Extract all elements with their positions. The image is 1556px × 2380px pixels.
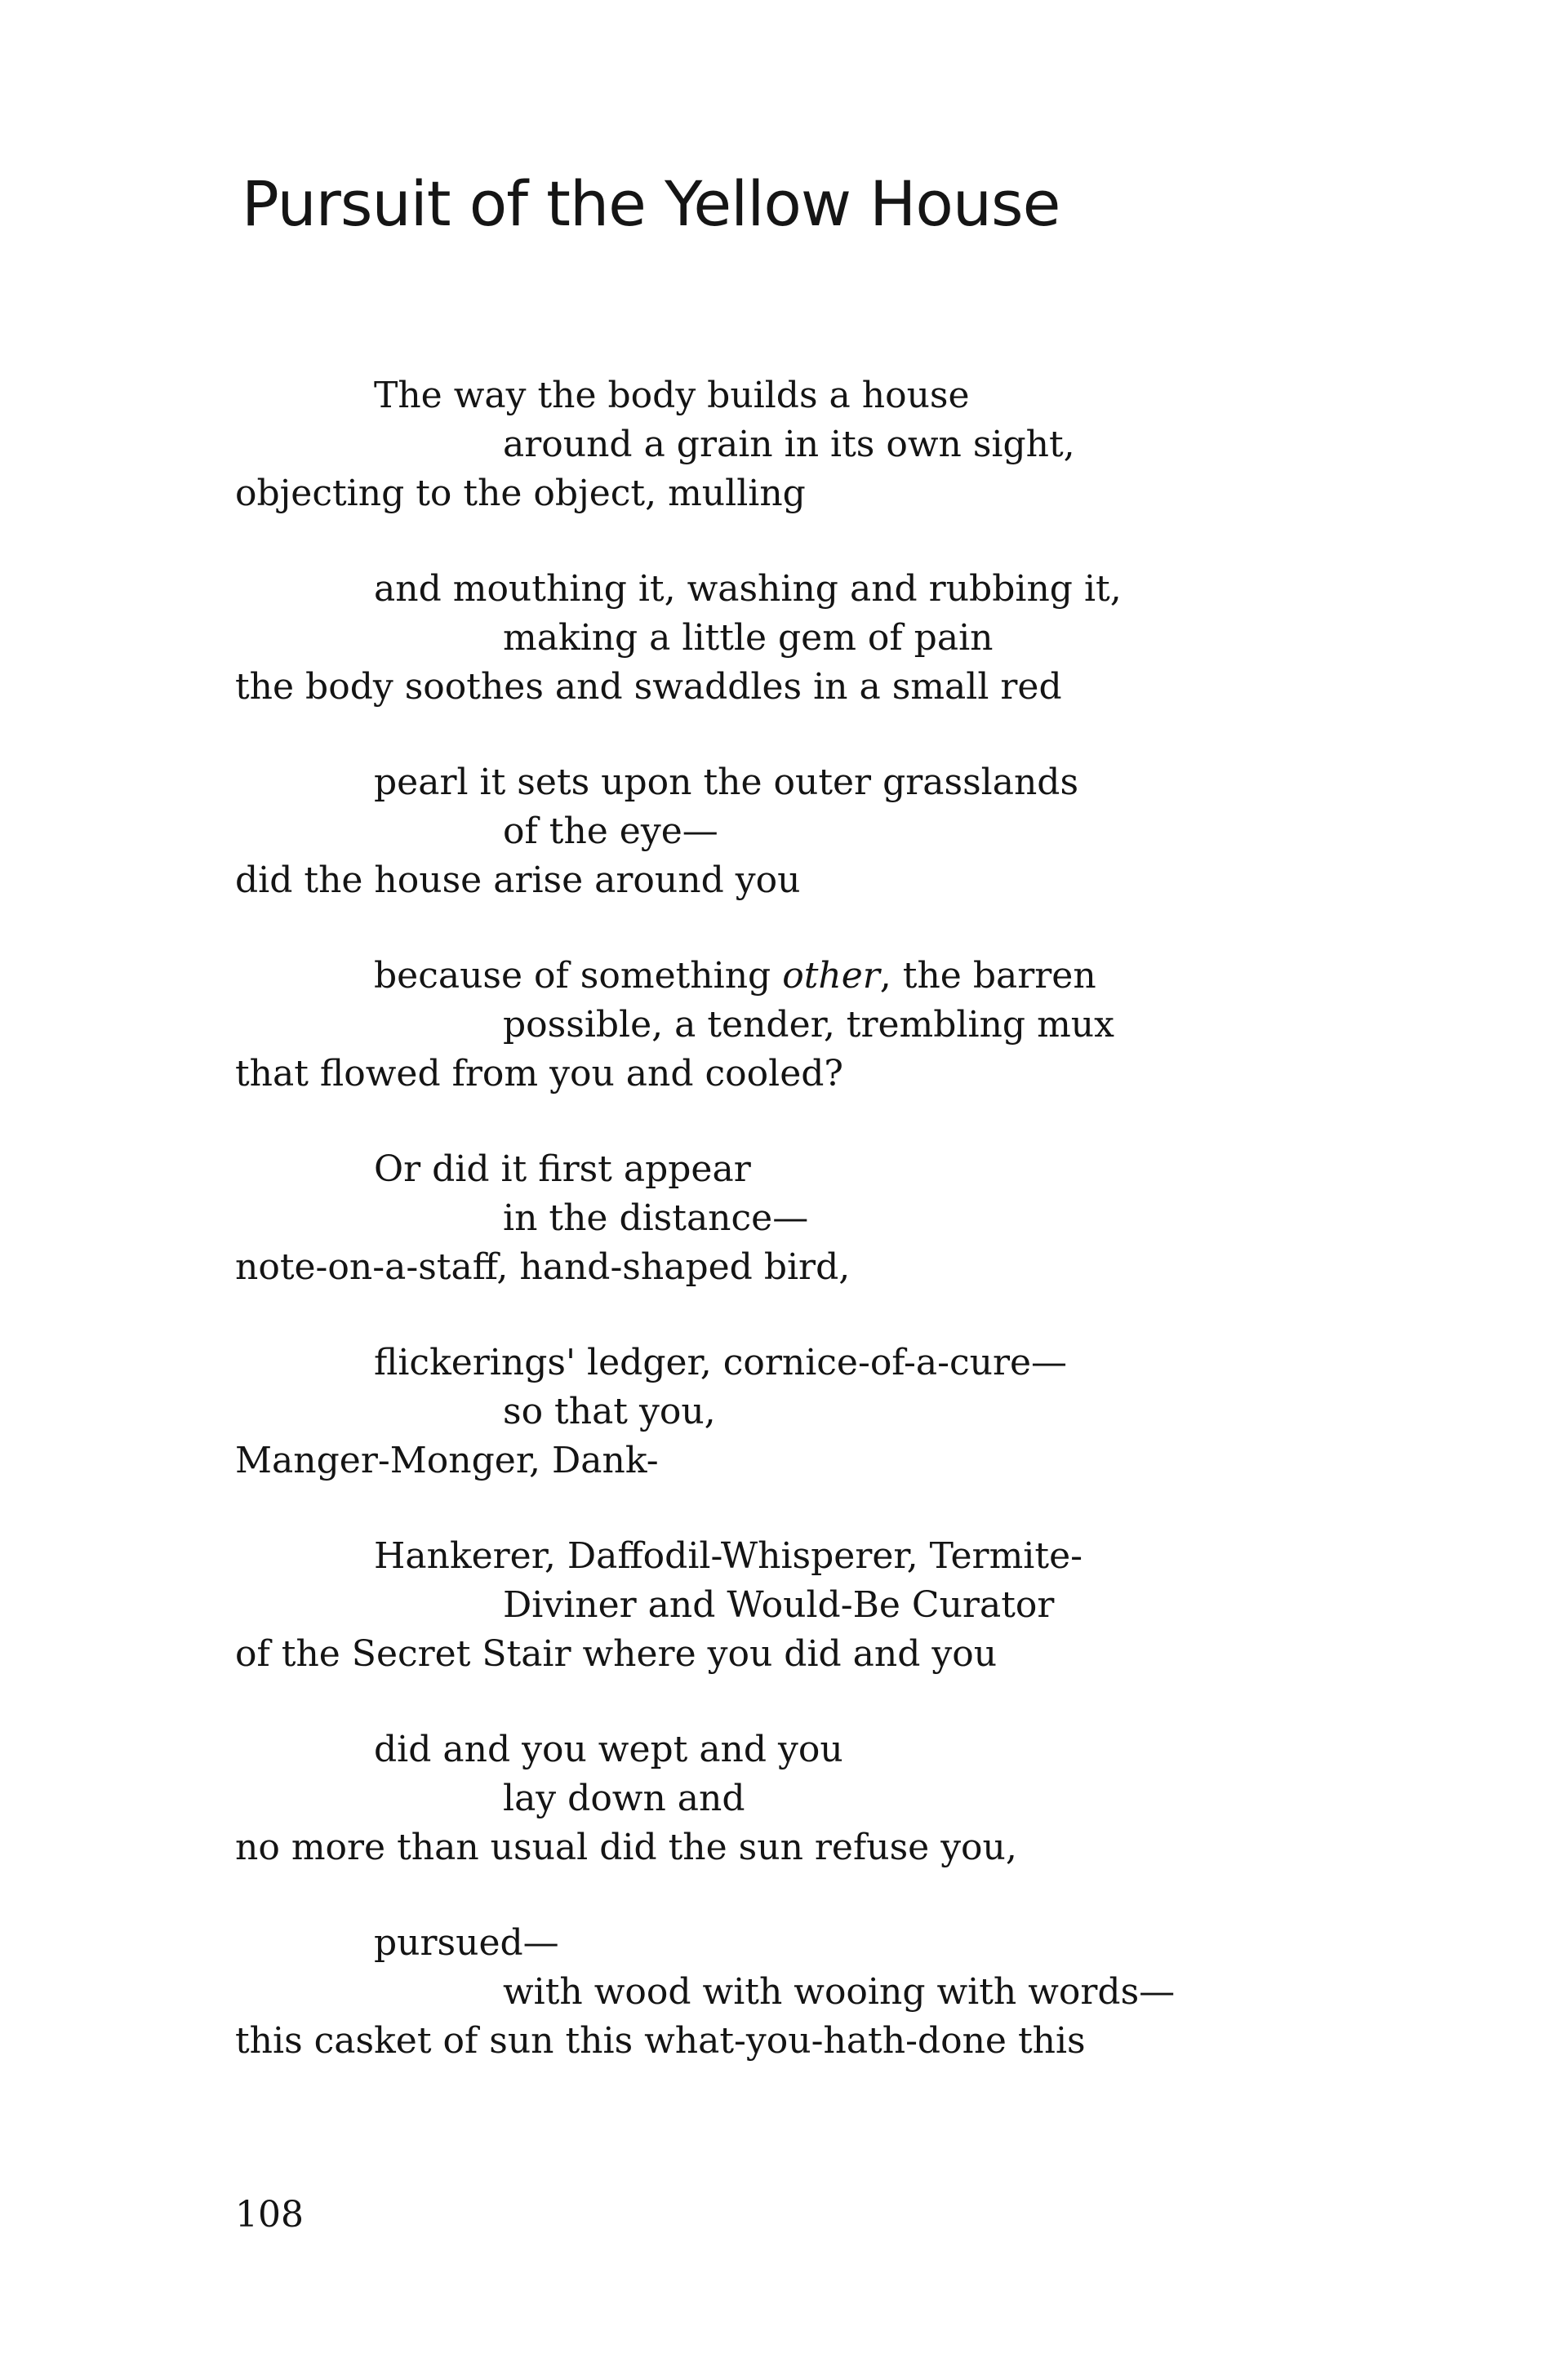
poem-line: so that you, xyxy=(503,1391,716,1432)
poem-line: lay down and xyxy=(503,1778,745,1819)
poem-line: Or did it first appear xyxy=(374,1148,751,1190)
poem-line: possible, a tender, trembling mux xyxy=(503,1004,1114,1046)
poem-line: did and you wept and you xyxy=(374,1729,843,1770)
poem-line-part: because of something xyxy=(374,955,783,997)
poem-line: note-on-a-staff, hand-shaped bird, xyxy=(235,1246,851,1288)
poem-line: making a little gem of pain xyxy=(503,617,994,659)
poem-line: of the Secret Stair where you did and you xyxy=(235,1633,998,1675)
poem-line: the body soothes and swaddles in a small red xyxy=(235,666,1062,708)
poem-line: did the house arise around you xyxy=(235,859,801,901)
poem-line: that flowed from you and cooled? xyxy=(235,1053,844,1095)
poem-line: Manger-Monger, Dank- xyxy=(235,1440,659,1481)
poem-line: this casket of sun this what-you-hath-done this xyxy=(235,2020,1086,2062)
poem-line-part: , the barren xyxy=(879,955,1096,997)
poem-line xyxy=(374,955,1096,997)
poem-line: of the eye— xyxy=(503,810,718,852)
poem-line: flickerings' ledger, cornice-of-a-cure— xyxy=(374,1342,1068,1383)
poem-line: pursued— xyxy=(374,1922,559,1964)
page-number: 108 xyxy=(235,2194,304,2236)
poem-line: and mouthing it, washing and rubbing it, xyxy=(374,568,1122,610)
poem-line: pearl it sets upon the outer grasslands xyxy=(374,762,1079,803)
poem-line: no more than usual did the sun refuse you, xyxy=(235,1827,1017,1868)
poem-line: The way the body builds a house xyxy=(374,375,970,416)
poem-line: with wood with wooing with words— xyxy=(503,1971,1176,2013)
emphasized-word: other xyxy=(782,955,880,997)
poem-line: around a grain in its own sight, xyxy=(503,424,1075,465)
poem-line: Diviner and Would-Be Curator xyxy=(503,1584,1055,1626)
poem-line: Hankerer, Daffodil-Whisperer, Termite- xyxy=(374,1535,1083,1577)
poem-line: objecting to the object, mulling xyxy=(235,473,806,514)
poem-title: Pursuit of the Yellow House xyxy=(242,167,1060,240)
poem-line: in the distance— xyxy=(503,1197,809,1239)
